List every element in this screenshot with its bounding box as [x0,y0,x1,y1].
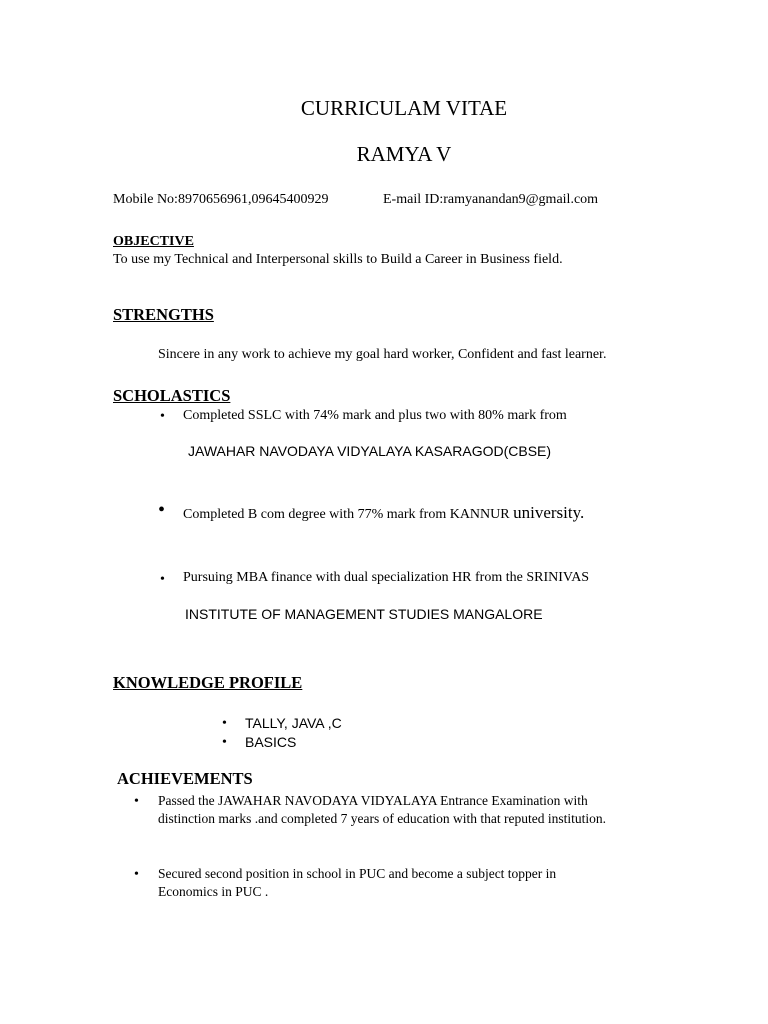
bullet-icon: • [158,499,166,521]
scholastics-item-2-text: Completed B com degree with 77% mark from KANNUR [183,507,514,522]
bullet-icon: • [160,409,165,424]
scholastics-item-2 [183,503,584,523]
objective-text: To use my Technical and Interpersonal skills to Build a Career in Business field. [113,252,563,267]
knowledge-item-2: BASICS [245,734,297,750]
document-title: CURRICULAM VITAE [300,96,508,120]
achievement-item-2: Secured second position in school in PUC and become a subject topper in Economics in PUC . [158,866,557,899]
scholastics-item-3-line1: Pursuing MBA finance with dual specialization HR from the SRINIVAS [183,570,590,585]
scholastics-item-2-suffix: university. [513,503,585,522]
bullet-icon: • [134,867,139,882]
scholastics-heading: SCHOLASTICS [113,386,231,405]
bullet-icon: • [134,794,139,809]
email-address: E-mail ID:ramyanandan9@gmail.com [383,192,599,207]
knowledge-item-1: TALLY, JAVA ,C [245,715,342,731]
bullet-icon: • [160,572,165,587]
mobile-number: Mobile No:8970656961,09645400929 [113,192,329,207]
bullet-icon: • [222,716,227,731]
achievements-heading: ACHIEVEMENTS [117,769,253,788]
knowledge-heading: KNOWLEDGE PROFILE [113,673,303,692]
scholastics-item-1-line1: Completed SSLC with 74% mark and plus two with 80% mark from [183,408,567,423]
objective-heading: OBJECTIVE [113,234,194,249]
scholastics-item-1-line2: JAWAHAR NAVODAYA VIDYALAYA KASARAGOD(CBSE) [188,443,552,459]
candidate-name: RAMYA V [356,142,452,166]
strengths-heading: STRENGTHS [113,305,214,324]
strengths-text: Sincere in any work to achieve my goal hard worker, Confident and fast learner. [158,347,607,362]
scholastics-item-3-line2: INSTITUTE OF MANAGEMENT STUDIES MANGALORE [185,606,543,622]
bullet-icon: • [222,735,227,750]
achievement-item-1: Passed the JAWAHAR NAVODAYA VIDYALAYA Entrance Examination with distinction marks .and completed 7 years of education with that reputed institution. [158,793,607,826]
